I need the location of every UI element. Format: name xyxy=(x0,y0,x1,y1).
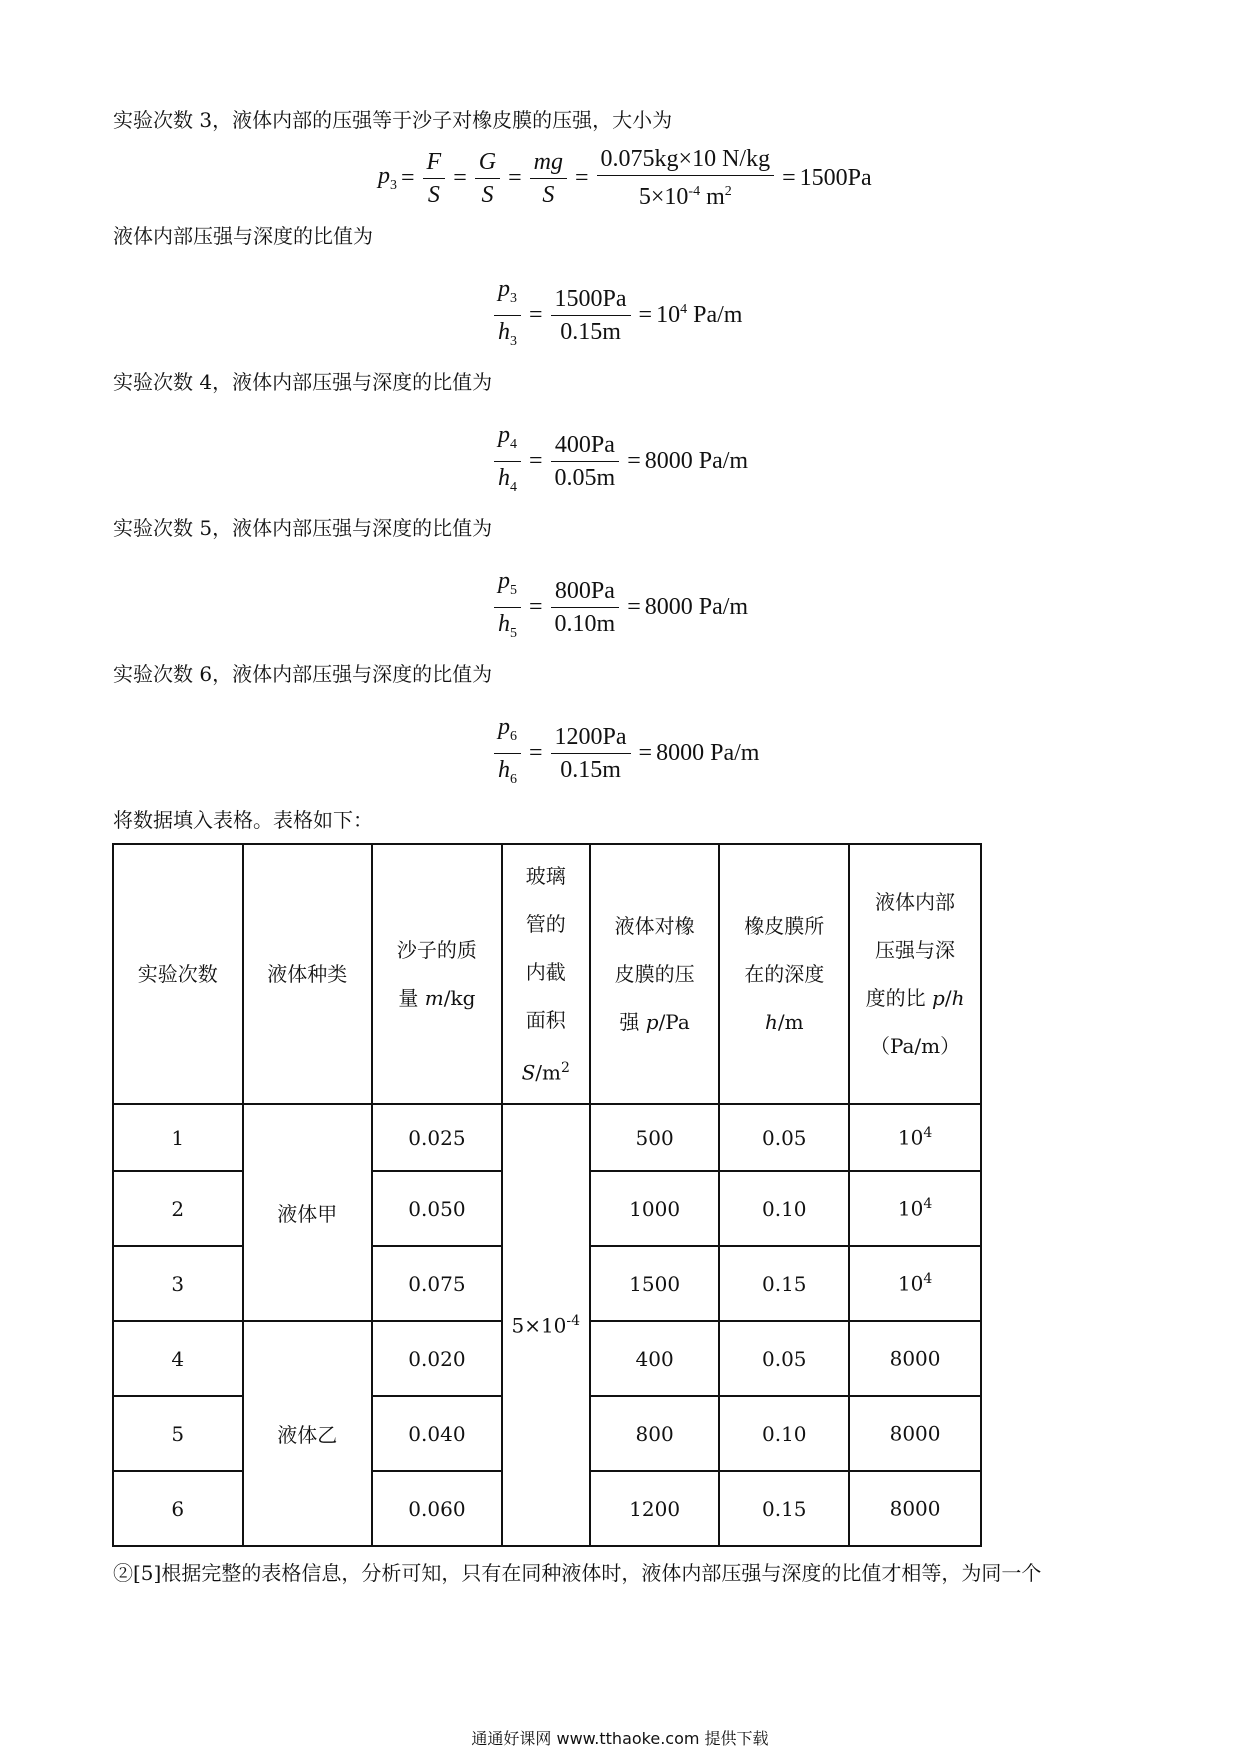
pressure-equation: $p_3$ = $\frac{F}{S}$ = $\frac{G}{S}$ = $\frac{mg}{S}$ = $\frac{0.075kg\times 10 N/kg}{5\times 10^{-4} m^2}$ = 1500Pa xyxy=(378,146,872,210)
fraction-numerator: 400Pa xyxy=(551,432,619,462)
cell-mass: 0.020 xyxy=(372,1321,502,1396)
p-var: p xyxy=(378,162,390,189)
fraction-denominator: 0.15m xyxy=(560,756,621,783)
fraction-values xyxy=(551,432,620,491)
area-base: 5×10 xyxy=(638,184,689,210)
ratio-equation-5: $\frac{p_5}{h_5}$ = $\frac{800Pa}{0.10m}$ = 8000 Pa/m xyxy=(490,568,748,647)
h-sub: 4 xyxy=(510,479,517,495)
cell-depth: 0.10 xyxy=(719,1171,849,1246)
cell-liquid-b: 液体乙 xyxy=(243,1321,373,1546)
fraction-denominator: S xyxy=(542,181,555,208)
exp6-intro-text: 实验次数 6，液体内部压强与深度的比值为 xyxy=(113,662,493,686)
h-sub: 5 xyxy=(510,625,517,641)
fraction-numerator: 1500Pa xyxy=(551,286,631,316)
cell-area: $5\times 10^{-4}$ xyxy=(502,1104,590,1546)
ratio-equation-3: $\frac{p_3}{h_3}$ = $\frac{1500Pa}{0.15m}$ = $10^4$ Pa/m xyxy=(490,276,742,355)
fraction-p-over-h: $\frac{p_4}{h_4}$ xyxy=(494,422,521,501)
header-ratio: 液体内部 压强与深 度的比 p/h （Pa/m） xyxy=(849,844,981,1104)
cell-mass: 0.075 xyxy=(372,1246,502,1321)
fraction-f-over-s xyxy=(423,149,446,208)
area-unit: m xyxy=(700,184,725,210)
fraction-mg-over-s xyxy=(530,149,567,208)
cell-pressure: 1200 xyxy=(590,1471,720,1546)
fraction-numerator: 0.075kg×10 N/kg xyxy=(597,146,775,176)
exp4-intro-text: 实验次数 4，液体内部压强与深度的比值为 xyxy=(113,370,493,394)
fraction-p-over-h: $\frac{p_6}{h_6}$ xyxy=(494,714,521,793)
cell-trial: 2 xyxy=(113,1171,243,1246)
conclusion-text: ②[5]根据完整的表格信息，分析可知，只有在同种液体时，液体内部压强与深度的比值才相等，为同一个 xyxy=(113,1561,1042,1585)
exp3-intro-text: 实验次数 3，液体内部的压强等于沙子对橡皮膜的压强，大小为 xyxy=(113,108,673,132)
data-table xyxy=(112,843,982,1547)
fraction-numerator: 1200Pa xyxy=(551,724,631,754)
ratio-result: 8000 Pa/m xyxy=(656,739,760,766)
cell-ratio: 8000 xyxy=(849,1396,981,1471)
fraction-values xyxy=(551,724,631,783)
cell-pressure: 800 xyxy=(590,1396,720,1471)
ratio-result: 8000 Pa/m xyxy=(644,447,749,474)
cell-trial: 3 xyxy=(113,1246,243,1321)
table-intro-text: 将数据填入表格。表格如下： xyxy=(113,808,373,832)
fraction-denominator: 0.05m xyxy=(554,464,616,491)
cell-pressure: 1000 xyxy=(590,1171,720,1246)
cell-trial: 5 xyxy=(113,1396,243,1471)
fraction-denominator: S xyxy=(427,181,440,208)
ratio-equation-4: $\frac{p_4}{h_4}$ = $\frac{400Pa}{0.05m}$ = 8000 Pa/m xyxy=(490,422,748,501)
cell-depth: 0.10 xyxy=(719,1396,849,1471)
cell-ratio: $10^4$ xyxy=(849,1104,981,1171)
fraction-p-over-h: $\frac{p_5}{h_5}$ xyxy=(494,568,521,647)
fraction-p-over-h: $\frac{p_3}{h_3}$ xyxy=(494,276,521,355)
ratio-intro-text: 液体内部压强与深度的比值为 xyxy=(113,224,373,248)
cell-ratio: $10^4$ xyxy=(849,1171,981,1246)
cell-ratio: $10^4$ xyxy=(849,1246,981,1321)
p-sub: 5 xyxy=(510,582,517,598)
fraction-numerator: G xyxy=(475,149,500,179)
cell-mass: 0.060 xyxy=(372,1471,502,1546)
cell-ratio: 8000 xyxy=(849,1471,981,1546)
h-sub: 3 xyxy=(510,333,517,349)
header-trial: 实验次数 xyxy=(113,844,243,1104)
cell-trial: 1 xyxy=(113,1104,243,1171)
p-sub: 3 xyxy=(390,177,397,193)
header-mass: 沙子的质 量 m/kg xyxy=(372,844,502,1104)
fraction-values xyxy=(551,286,631,345)
exp5-intro-text: 实验次数 5，液体内部压强与深度的比值为 xyxy=(113,516,493,540)
fraction-denominator: 0.10m xyxy=(554,610,616,637)
cell-pressure: 1500 xyxy=(590,1246,720,1321)
cell-depth: 0.15 xyxy=(719,1246,849,1321)
fraction-g-over-s xyxy=(475,149,500,208)
cell-mass: 0.025 xyxy=(372,1104,502,1171)
table-header-row xyxy=(113,844,981,1104)
cell-depth: 0.05 xyxy=(719,1321,849,1396)
cell-trial: 4 xyxy=(113,1321,243,1396)
cell-mass: 0.050 xyxy=(372,1171,502,1246)
header-pressure: 液体对橡 皮膜的压 强 p/Pa xyxy=(590,844,720,1104)
p-sub: 6 xyxy=(510,728,517,744)
cell-trial: 6 xyxy=(113,1471,243,1546)
area-unit-exponent: 2 xyxy=(724,184,732,199)
fraction-numerator: F xyxy=(423,149,446,179)
cell-mass: 0.040 xyxy=(372,1396,502,1471)
cell-pressure: 400 xyxy=(590,1321,720,1396)
header-area: 玻璃 管的 内截 面积 $S/m^2$ xyxy=(502,844,590,1104)
cell-ratio: 8000 xyxy=(849,1321,981,1396)
ratio-equation-6: $\frac{p_6}{h_6}$ = $\frac{1200Pa}{0.15m}$ = 8000 Pa/m xyxy=(490,714,759,793)
fraction-denominator: S xyxy=(481,181,494,208)
fraction-numerator: mg xyxy=(530,149,567,179)
fraction-values xyxy=(597,146,775,210)
area-exponent: -4 xyxy=(688,184,701,199)
header-depth: 橡皮膜所 在的深度 h/m xyxy=(719,844,849,1104)
cell-pressure: 500 xyxy=(590,1104,720,1171)
table-row xyxy=(113,1104,981,1171)
fraction-denominator xyxy=(635,176,736,210)
header-liquid: 液体种类 xyxy=(243,844,373,1104)
h-sub: 6 xyxy=(510,771,517,787)
pressure-result: 1500Pa xyxy=(799,164,872,191)
cell-depth: 0.15 xyxy=(719,1471,849,1546)
cell-depth: 0.05 xyxy=(719,1104,849,1171)
fraction-numerator: 800Pa xyxy=(551,578,619,608)
p-sub: 3 xyxy=(510,290,517,306)
fraction-values xyxy=(551,578,620,637)
ratio-result: 8000 Pa/m xyxy=(644,593,749,620)
cell-liquid-a: 液体甲 xyxy=(243,1104,373,1321)
page-footer: 通通好课网 www.tthaoke.com 提供下载 xyxy=(471,1729,769,1748)
fraction-denominator: 0.15m xyxy=(560,318,621,345)
p-sub: 4 xyxy=(510,436,517,452)
ratio-result: $10^4$ Pa/m xyxy=(656,301,743,328)
